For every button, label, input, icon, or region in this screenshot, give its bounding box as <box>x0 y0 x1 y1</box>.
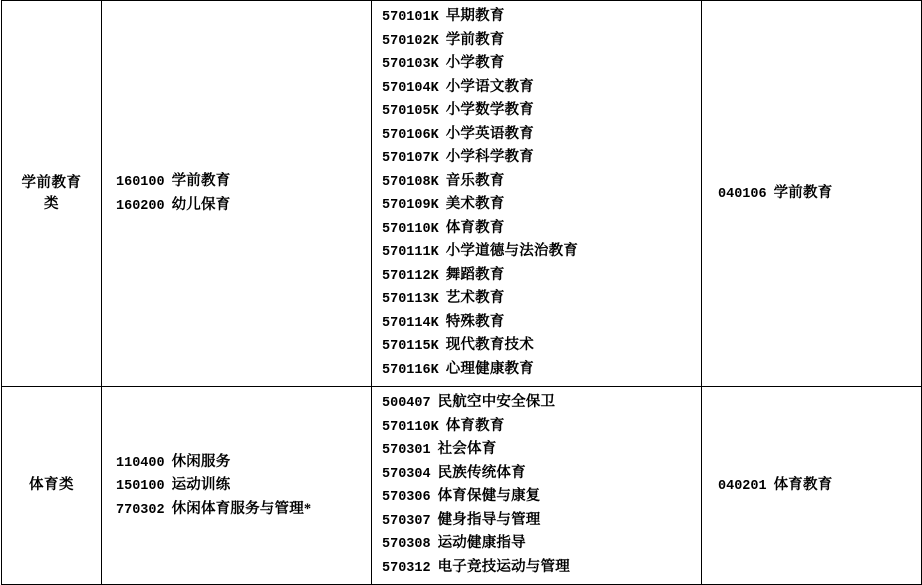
major-code: 570110K <box>382 419 439 435</box>
major-code: 570306 <box>382 490 431 506</box>
major-code: 570116K <box>382 362 439 378</box>
list-item <box>382 123 701 147</box>
major-code: 570312 <box>382 560 431 576</box>
major-name: 休闲体育服务与管理* <box>171 500 312 517</box>
major-name: 幼儿保育 <box>171 196 231 213</box>
major-name: 心理健康教育 <box>445 360 534 377</box>
major-name: 艺术教育 <box>445 290 505 307</box>
majors-cell <box>372 1 702 387</box>
major-mapping-table <box>1 0 922 585</box>
major-name: 社会体育 <box>437 441 497 458</box>
source-majors-cell <box>102 387 372 585</box>
source-majors-cell <box>102 1 372 387</box>
list-item <box>382 193 701 217</box>
major-name: 学前教育 <box>773 184 833 201</box>
target-majors-list <box>702 182 921 206</box>
major-code: 150100 <box>116 479 165 495</box>
major-name: 早期教育 <box>445 8 505 24</box>
major-name: 运动训练 <box>171 477 231 494</box>
major-name: 运动健康指导 <box>437 535 526 552</box>
major-code: 040201 <box>718 479 767 495</box>
major-code: 570112K <box>382 268 439 284</box>
target-majors-cell <box>702 1 922 387</box>
major-name: 体育教育 <box>445 417 505 434</box>
major-code: 770302 <box>116 502 165 518</box>
list-item <box>382 391 701 415</box>
list-item <box>382 438 701 462</box>
list-item <box>382 556 701 580</box>
list-item <box>718 474 921 498</box>
major-name: 小学数学教育 <box>445 102 534 119</box>
major-code: 570113K <box>382 292 439 308</box>
majors-cell <box>372 387 702 585</box>
table-row <box>2 387 922 585</box>
list-item <box>382 29 701 53</box>
category-cell <box>2 387 102 585</box>
list-item <box>382 52 701 76</box>
major-name: 现代教育技术 <box>445 337 534 354</box>
list-item <box>382 462 701 486</box>
category-label-line-2: 类 <box>44 195 59 212</box>
list-item <box>382 264 701 288</box>
major-code: 570110K <box>382 221 439 237</box>
major-code: 570102K <box>382 33 439 49</box>
major-code: 160100 <box>116 175 165 191</box>
major-name: 电子竞技运动与管理 <box>437 558 570 575</box>
list-item <box>382 287 701 311</box>
target-majors-cell <box>702 387 922 585</box>
list-item <box>382 358 701 382</box>
major-name: 体育保健与康复 <box>437 488 541 505</box>
list-item <box>382 532 701 556</box>
major-name: 舞蹈教育 <box>445 266 505 283</box>
list-item <box>116 194 371 218</box>
major-name: 民族传统体育 <box>437 464 526 481</box>
major-code: 570114K <box>382 315 439 331</box>
table-row <box>2 1 922 387</box>
list-item <box>116 474 371 498</box>
major-code: 570111K <box>382 245 439 261</box>
major-code: 570106K <box>382 127 439 143</box>
list-item <box>382 99 701 123</box>
major-name: 体育教育 <box>445 219 505 236</box>
major-code: 570115K <box>382 339 439 355</box>
source-majors-list <box>102 451 371 522</box>
majors-list <box>372 5 701 381</box>
major-code: 570103K <box>382 57 439 73</box>
majors-list <box>372 391 701 579</box>
major-code: 500407 <box>382 396 431 412</box>
list-item <box>382 240 701 264</box>
major-name: 民航空中安全保卫 <box>437 394 556 411</box>
major-name: 学前教育 <box>171 173 231 190</box>
major-code: 110400 <box>116 455 165 471</box>
major-code: 570308 <box>382 537 431 553</box>
category-label-line-1: 学前教育 <box>21 174 82 191</box>
major-name: 小学英语教育 <box>445 125 534 142</box>
major-code: 570109K <box>382 198 439 214</box>
major-name: 休闲服务 <box>171 453 231 470</box>
major-code: 160200 <box>116 198 165 214</box>
major-code: 570108K <box>382 174 439 190</box>
major-name: 美术教育 <box>445 196 505 213</box>
major-name: 学前教育 <box>445 31 505 48</box>
major-code: 040106 <box>718 186 767 202</box>
major-code: 570301 <box>382 443 431 459</box>
major-code: 570105K <box>382 104 439 120</box>
major-name: 小学科学教育 <box>445 149 534 166</box>
category-cell <box>2 1 102 387</box>
list-item <box>382 415 701 439</box>
major-name: 体育教育 <box>773 477 833 494</box>
list-item <box>382 76 701 100</box>
list-item <box>382 217 701 241</box>
major-code: 570304 <box>382 466 431 482</box>
list-item <box>116 498 371 522</box>
major-name: 音乐教育 <box>445 172 505 189</box>
list-item <box>382 146 701 170</box>
major-name: 小学语文教育 <box>445 78 534 95</box>
list-item <box>382 311 701 335</box>
major-code: 570104K <box>382 80 439 96</box>
list-item <box>382 5 701 29</box>
list-item <box>382 334 701 358</box>
major-code: 570107K <box>382 151 439 167</box>
major-code: 570101K <box>382 10 439 25</box>
major-name: 特殊教育 <box>445 313 505 330</box>
major-name: 小学道德与法治教育 <box>445 243 579 260</box>
list-item <box>382 170 701 194</box>
list-item <box>116 451 371 475</box>
major-code: 570307 <box>382 513 431 529</box>
target-majors-list <box>702 474 921 498</box>
major-name: 小学教育 <box>445 55 505 72</box>
category-label-line-1: 体育类 <box>29 477 74 494</box>
major-name: 健身指导与管理 <box>437 511 541 528</box>
list-item <box>718 182 921 206</box>
list-item <box>382 485 701 509</box>
list-item <box>116 170 371 194</box>
list-item <box>382 509 701 533</box>
source-majors-list <box>102 170 371 217</box>
